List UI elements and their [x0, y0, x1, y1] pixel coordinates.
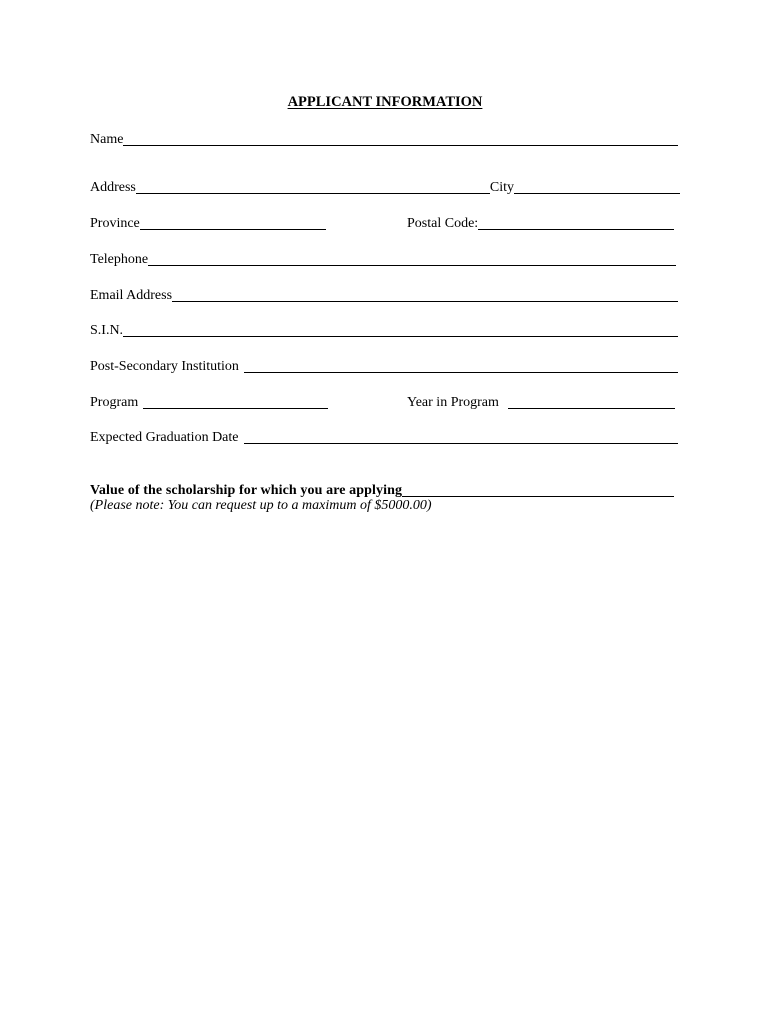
- scholarship-label: Value of the scholarship for which you are applying: [90, 483, 403, 498]
- address-field[interactable]: [136, 193, 490, 194]
- email-row: [90, 286, 678, 304]
- institution-field[interactable]: [244, 372, 678, 373]
- address-city-row: [90, 178, 680, 196]
- form-title: APPLICANT INFORMATION: [287, 94, 483, 110]
- postal-code-label: Postal Code:: [407, 216, 479, 231]
- email-field[interactable]: [172, 301, 678, 302]
- scholarship-value-field[interactable]: [402, 496, 674, 497]
- province-label: Province: [90, 216, 140, 231]
- graduation-date-field[interactable]: [244, 443, 679, 444]
- email-label: Email Address: [90, 288, 173, 303]
- year-in-program-field[interactable]: [508, 408, 675, 409]
- name-label: Name: [90, 132, 124, 147]
- graduation-date-label: Expected Graduation Date: [90, 430, 239, 445]
- sin-label: S.I.N.: [90, 323, 124, 338]
- name-field[interactable]: [123, 145, 678, 146]
- postal-code-field[interactable]: [478, 229, 674, 230]
- address-label: Address: [90, 180, 136, 195]
- telephone-row: [90, 250, 676, 268]
- program-row: [90, 393, 328, 411]
- province-field[interactable]: [140, 229, 326, 230]
- institution-row: [90, 357, 678, 375]
- program-field[interactable]: [143, 408, 328, 409]
- name-row: [90, 130, 678, 148]
- year-in-program-label: Year in Program: [407, 395, 499, 410]
- postal-code-row: [407, 214, 674, 232]
- telephone-field[interactable]: [148, 265, 676, 266]
- sin-row: [90, 321, 678, 339]
- year-in-program-row: [407, 393, 675, 411]
- telephone-label: Telephone: [90, 252, 149, 267]
- institution-label: Post-Secondary Institution: [90, 359, 239, 374]
- sin-field[interactable]: [123, 336, 678, 337]
- city-field[interactable]: [514, 193, 680, 194]
- city-label: City: [489, 180, 515, 195]
- scholarship-note: (Please note: You can request up to a maximum of $5000.00): [90, 498, 432, 513]
- scholarship-row: [90, 481, 674, 499]
- program-label: Program: [90, 395, 139, 410]
- province-row: [90, 214, 326, 232]
- graduation-date-row: [90, 428, 678, 446]
